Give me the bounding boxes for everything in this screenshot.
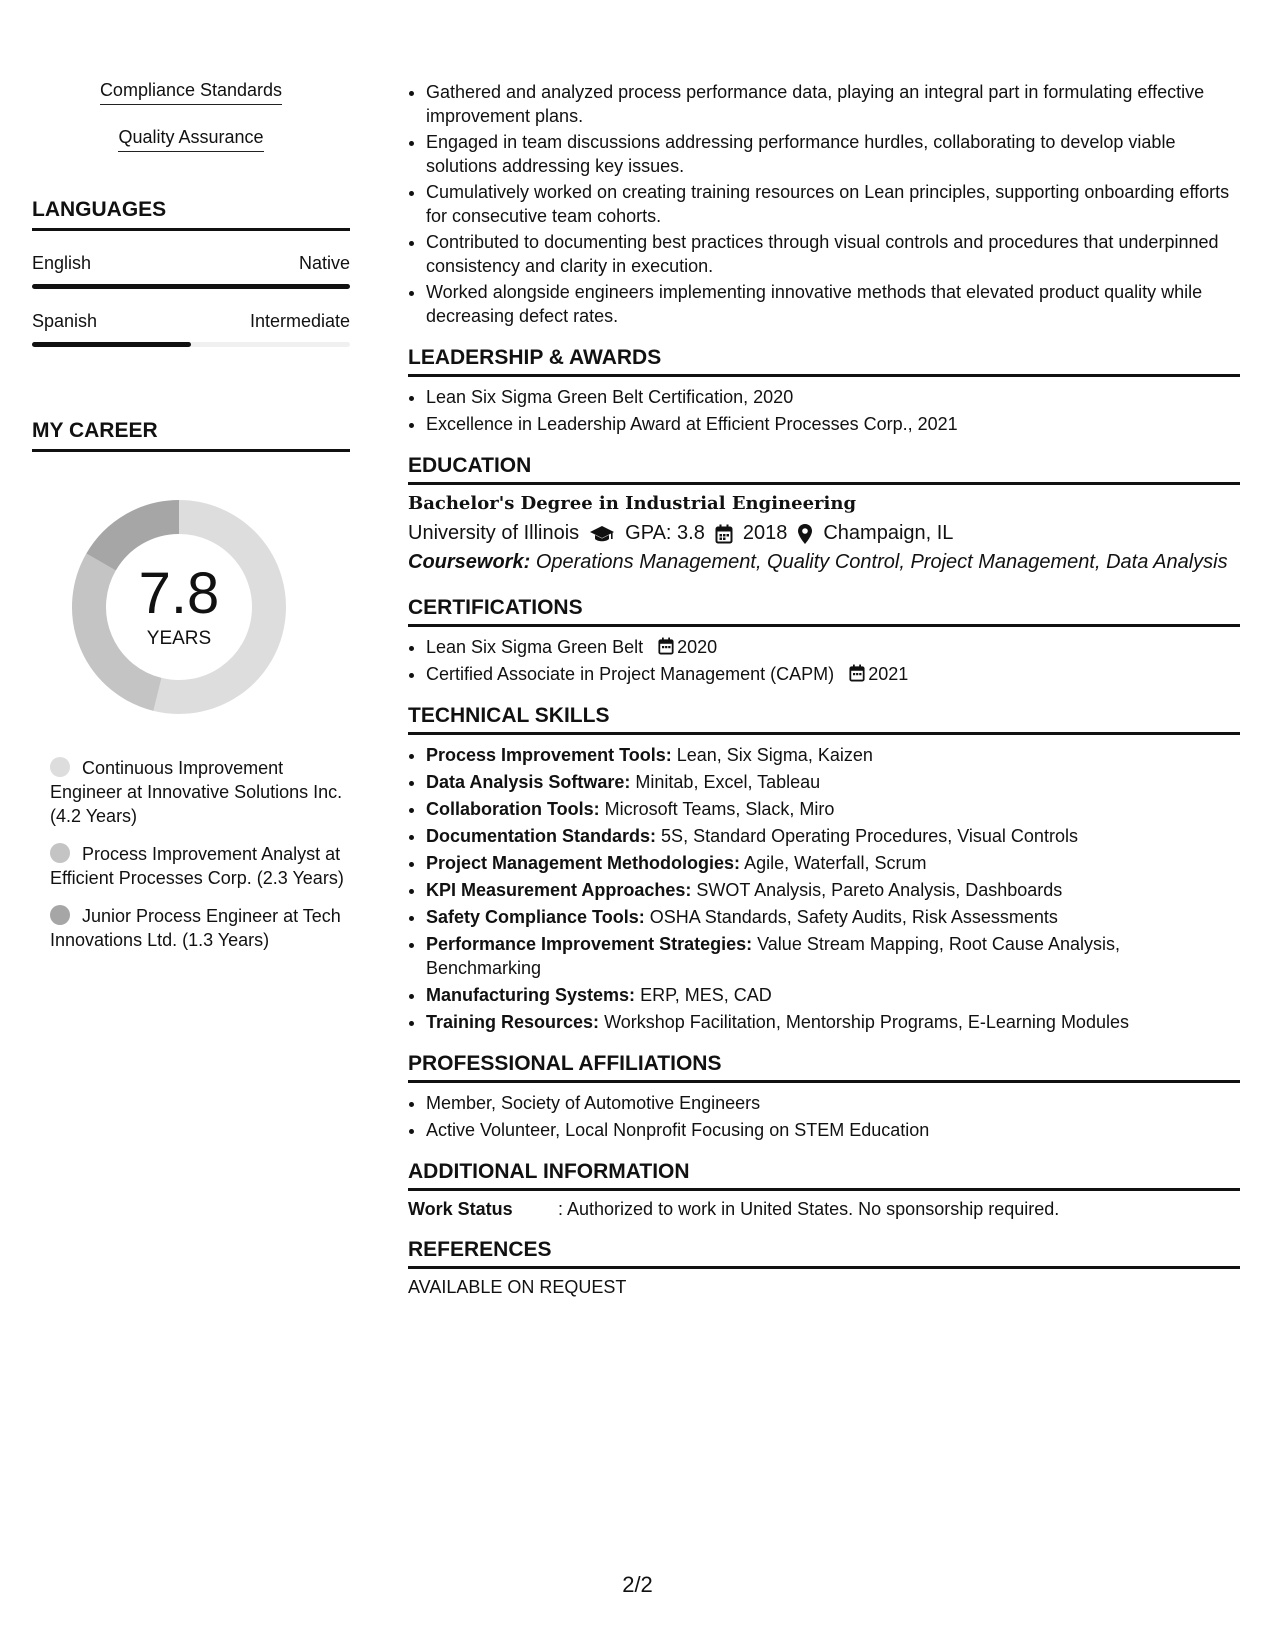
calendar-icon: [715, 524, 733, 544]
calendar-icon: [849, 664, 865, 682]
work-status-value: : Authorized to work in United States. No sponsorship required.: [558, 1199, 1060, 1219]
language-proficiency-fill: [32, 284, 350, 289]
language-proficiency-bar: [32, 284, 350, 289]
affiliations-heading: PROFESSIONAL AFFILIATIONS: [408, 1052, 1240, 1083]
education-gpa: GPA: 3.8: [625, 522, 705, 544]
career-heading: MY CAREER: [32, 419, 350, 452]
skill-item: • Performance Improvement Strategies: Value Stream Mapping, Root Cause Analysis, Benchmarking: [426, 932, 1240, 980]
career-legend-item: Junior Process Engineer at Tech Innovations Ltd. (1.3 Years): [50, 906, 341, 950]
legend-swatch: [50, 905, 70, 925]
list-item: • Member, Society of Automotive Engineers: [426, 1091, 1240, 1115]
skill-item: • Training Resources: Workshop Facilitation, Mentorship Programs, E-Learning Modules: [426, 1010, 1240, 1034]
map-pin-icon: [797, 523, 813, 545]
skill-item: • KPI Measurement Approaches: SWOT Analysis, Pareto Analysis, Dashboards: [426, 878, 1240, 902]
skill-tag: Compliance Standards: [32, 80, 350, 105]
leadership-list: [408, 385, 1240, 436]
references-heading: REFERENCES: [408, 1238, 1240, 1269]
education-school: University of Illinois: [408, 522, 580, 544]
certification-year: 2021: [868, 664, 909, 684]
list-item: • Contributed to documenting best practices through visual controls and procedures that underpinned consistency and clarity in execution.: [426, 230, 1240, 278]
left-column: [32, 80, 350, 966]
skill-item: • Documentation Standards: 5S, Standard Operating Procedures, Visual Controls: [426, 824, 1240, 848]
references-text: AVAILABLE ON REQUEST: [408, 1277, 627, 1297]
page-number: 2/2: [622, 1572, 653, 1597]
list-item: • Cumulatively worked on creating training resources on Lean principles, supporting onboarding efforts for consecutive team cohorts.: [426, 180, 1240, 228]
language-name: English: [32, 253, 92, 273]
legend-swatch: [50, 843, 70, 863]
languages-heading: LANGUAGES: [32, 198, 350, 231]
coursework-list: Operations Management, Quality Control, Project Management, Data Analysis: [535, 551, 1228, 573]
coursework-label: Coursework:: [408, 551, 531, 573]
skill-item: • Safety Compliance Tools: OSHA Standards, Safety Audits, Risk Assessments: [426, 905, 1240, 929]
list-item: • Lean Six Sigma Green Belt Certification, 2020: [426, 385, 1240, 409]
certifications-list: [408, 635, 1240, 686]
list-item: • Gathered and analyzed process performance data, playing an integral part in formulating effective improvement plans.: [426, 80, 1240, 128]
career-legend-item: Process Improvement Analyst at Efficient Processes Corp. (2.3 Years): [50, 844, 344, 888]
certifications-heading: CERTIFICATIONS: [408, 596, 1240, 627]
certification-year: 2020: [677, 637, 718, 657]
work-status-row: [408, 1199, 1240, 1220]
education-year: 2018: [742, 522, 788, 544]
skill-item: • Manufacturing Systems: ERP, MES, CAD: [426, 983, 1240, 1007]
education-coursework: [408, 551, 1240, 574]
list-item: • Worked alongside engineers implementing innovative methods that elevated product quality while decreasing defect rates.: [426, 280, 1240, 328]
language-name: Spanish: [32, 311, 98, 331]
technical-skills-heading: TECHNICAL SKILLS: [408, 704, 1240, 735]
skill-item: • Data Analysis Software: Minitab, Excel, Tableau: [426, 770, 1240, 794]
graduation-cap-icon: [589, 524, 615, 544]
list-item: • Engaged in team discussions addressing performance hurdles, collaborating to develop viable solutions addressing key issues.: [426, 130, 1240, 178]
skill-item: • Process Improvement Tools: Lean, Six Sigma, Kaizen: [426, 743, 1240, 767]
education-degree: Bachelor's Degree in Industrial Engineering: [408, 493, 857, 514]
list-item: • Excellence in Leadership Award at Efficient Processes Corp., 2021: [426, 412, 1240, 436]
skill-item: • Collaboration Tools: Microsoft Teams, Slack, Miro: [426, 797, 1240, 821]
career-years-label: YEARS: [146, 628, 212, 649]
language-proficiency-bar: [32, 342, 350, 347]
leadership-heading: LEADERSHIP & AWARDS: [408, 346, 1240, 377]
career-legend-item: Continuous Improvement Engineer at Innovative Solutions Inc. (4.2 Years): [50, 758, 343, 826]
certification-item: • Certified Associate in Project Management (CAPM) 2021: [426, 662, 1240, 686]
certification-item: • Lean Six Sigma Green Belt 2020: [426, 635, 1240, 659]
right-column: [408, 80, 1240, 1298]
list-item: • Active Volunteer, Local Nonprofit Focusing on STEM Education: [426, 1118, 1240, 1142]
technical-skills-list: [408, 743, 1240, 1034]
education-meta: [408, 522, 1240, 545]
career-donut-chart: [64, 492, 294, 722]
additional-info-heading: ADDITIONAL INFORMATION: [408, 1160, 1240, 1191]
language-level: Intermediate: [249, 311, 350, 331]
work-status-label: Work Status: [408, 1199, 513, 1219]
skill-item: • Project Management Methodologies: Agile, Waterfall, Scrum: [426, 851, 1240, 875]
language-item: [32, 311, 350, 347]
language-level: Native: [298, 253, 350, 273]
career-legend: [32, 756, 350, 952]
calendar-icon: [658, 637, 674, 655]
affiliations-list: [408, 1091, 1240, 1142]
education-heading: EDUCATION: [408, 454, 1240, 485]
experience-bullets: [408, 80, 1240, 328]
education-location: Champaign, IL: [823, 522, 954, 544]
legend-swatch: [50, 757, 70, 777]
skill-tag: Quality Assurance: [32, 127, 350, 152]
career-total-years: 7.8: [138, 561, 220, 626]
language-item: [32, 253, 350, 289]
language-proficiency-fill: [32, 342, 191, 347]
